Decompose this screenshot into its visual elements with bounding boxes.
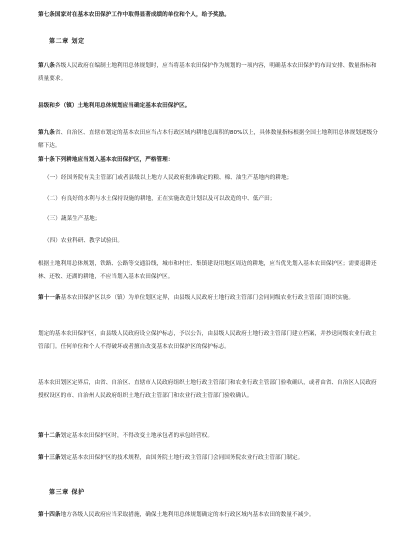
paragraph-article-13: [38, 452, 378, 465]
list-item-1: [44, 172, 384, 185]
article-number: 第九条: [38, 130, 55, 136]
paragraph-text: （三）蔬菜生产基地；: [44, 216, 101, 222]
paragraph-text: 划定基本农田保护区时，不得改变土地承包者的承包经营权。: [60, 433, 213, 439]
paragraph-article-11: [38, 292, 378, 305]
paragraph-text: 县级和乡（镇）土地利用总体规划应当确定基本农田保护区。: [38, 103, 191, 109]
article-number: 第十二条: [38, 433, 61, 439]
paragraph-protection-sign: [38, 328, 378, 354]
paragraph-text: 省、自治区、直辖市划定的基本农田应当占本行政区域内耕地总面积的80%以上，具体数量指标根据全国土地利用总体规划逐级分解下达。: [38, 130, 378, 149]
list-item-4: [44, 235, 384, 248]
paragraph-priority-lands: [38, 258, 378, 284]
list-item-2: [44, 193, 384, 206]
chapter-heading-2: 第二章 划定: [49, 38, 85, 45]
paragraph-text: （二）有良好的水利与水土保持设施的耕地，正在实施改造计划以及可以改造的中、低产田；: [44, 196, 276, 202]
paragraph-county-plan: [38, 100, 378, 113]
paragraph-article-10: [38, 154, 378, 167]
paragraph-article-14: [38, 509, 378, 522]
paragraph-text: 下列耕地应当划入基本农田保护区，严格管理：: [54, 157, 174, 163]
paragraph-article-12: [38, 430, 378, 443]
paragraph-text: 根据土地利用总体规划，铁路、公路等交通沿线，城市和村庄、集镇建设用地区周边的耕地，应当优先划入基本农田保护区；需要退耕还林、还牧、还湖的耕地，不应当划入基本农田保护区。: [38, 261, 377, 280]
paragraph-article-8: [38, 60, 378, 86]
paragraph-text: 各级人民政府在编制土地利用总体规划时，应当将基本农田保护作为规划的一项内容，明确基本农田保护的布局安排、数量指标和质量要求。: [38, 63, 377, 82]
paragraph-text: 基本农田保护区以乡（镇）为单位划区定界，由县级人民政府土地行政主管部门会同同级农业行政主管部门组织实施。: [60, 295, 355, 301]
paragraph-text: 地方各级人民政府应当采取措施，确保土地利用总体规划确定的本行政区域内基本农田的数量不减少。: [60, 512, 315, 518]
article-number: 第十一条: [38, 295, 61, 301]
paragraph-article-7: [38, 9, 378, 22]
article-number: 第十条: [38, 157, 55, 163]
paragraph-text: 划定基本农田保护区的技术规程，由国务院土地行政主管部门会同国务院农业行政主管部门制定。: [60, 455, 304, 461]
paragraph-article-9: [38, 127, 378, 153]
list-item-3: [44, 213, 384, 226]
paragraph-text: （一）经国务院有关主管部门或者县级以上地方人民政府批准确定的粮、棉、油生产基地内的耕地；: [44, 175, 293, 181]
paragraph-text: 划定的基本农田保护区，由县级人民政府设立保护标志，予以公告，由县级人民政府土地行政主管部门建立档案，并抄送同级农业行政主管部门。任何单位和个人不得破坏或者擅自改变基本农田保护区的保护标志。: [38, 331, 377, 350]
paragraph-text: 基本农田划区定界后，由省、自治区、直辖市人民政府组织土地行政主管部门和农业行政主管部门验收确认，或者由省、自治区人民政府授权设区的市、自治州人民政府组织土地行政主管部门和农业行政主管部门验收确认。: [38, 380, 377, 399]
paragraph-text: 第七条国家对在基本农田保护工作中取得显著成绩的单位和个人，给予奖励。: [38, 12, 230, 18]
article-number: 第十三条: [38, 455, 61, 461]
article-number: 第八条: [38, 63, 55, 69]
article-number: 第十四条: [38, 512, 61, 518]
chapter-heading-3: 第三章 保护: [49, 489, 85, 496]
paragraph-acceptance: [38, 377, 378, 403]
paragraph-text: （四）农业科研、教学试验田。: [44, 238, 124, 244]
